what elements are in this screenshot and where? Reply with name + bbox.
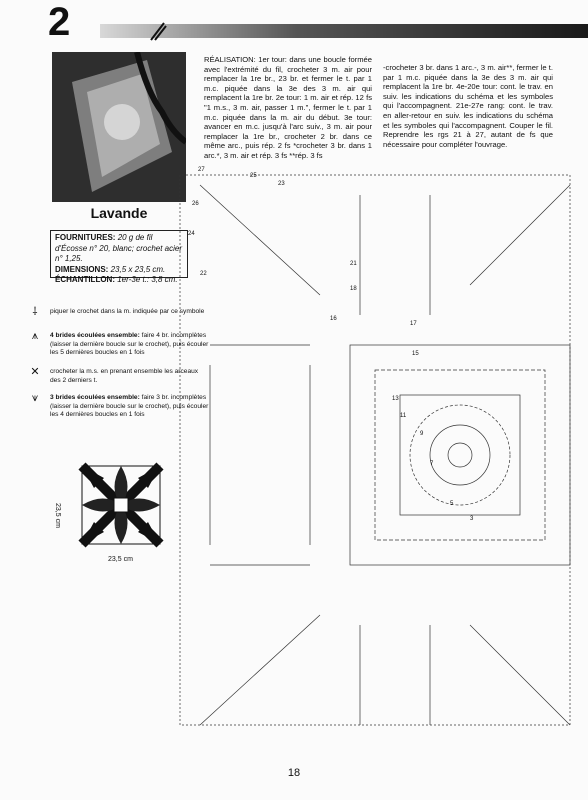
lavender-photo [52,52,186,202]
doily-schematic [74,458,168,552]
row-number-label: 23 [278,181,285,187]
legend-text: faire 4 br. incomplètes (laisser la dernière boucle sur le crochet), puis écouler les 5 dernières boucles en 1 fois [50,332,209,356]
four-tr-cluster-icon: ⩚ [31,330,39,342]
schematic-width-label: 23,5 cm [108,556,133,563]
row-number-label: 27 [198,167,205,173]
sample-text: 1er-3e t.: 3,8 cm. [117,275,178,284]
instructions-column-2: -crocheter 3 br. dans 1 arc.-, 3 m. air**, fermer le t. par 1 m.c. piquée dans la 3e des 3 m. air qui remplacent la 1re br. 4e-20e tour: cont. le trav. en suiv. les indications du schéma et les symboles qui l'accompagnent. 21e-27e rang: cont. le trav. en aller-retour en suiv. les indications du schéma et les symboles qui l'accompagnent. Couper le fil. Reprendre les rgs 21 à 27, autant de fs que nécessaire pour compléter l'ouvrage. [383,63,553,149]
pattern-title: Lavande [90,205,148,221]
legend-text: piquer le crochet dans la m. indiquée par ce symbole [50,308,205,315]
header-bar [100,24,588,38]
supplies-label: FOURNITURES: [55,233,116,242]
row-number-label: 21 [350,261,357,267]
row-number-label: 17 [410,321,417,327]
row-number-label: 18 [350,286,357,292]
row-number-label: 11 [400,413,407,419]
piquer-icon: ⸸ [32,306,38,318]
sc-together-icon: ✕ [30,366,40,378]
row-number-label: 22 [200,271,207,277]
pattern-number: 2 [48,0,71,44]
row-number-label: 26 [192,201,199,207]
row-number-label: 13 [392,396,399,402]
row-number-label: 5 [450,501,454,507]
legend-text: crocheter la m.s. en prenant ensemble les arceaux des 2 derniers t. [50,368,199,384]
dimensions-text: 23,5 x 23,5 cm. [110,264,166,274]
crochet-hook-icon [148,20,168,42]
instructions-column-1: RÉALISATION: 1er tour: dans une boucle formée avec l'extrémité du fil, crocheter 3 m. air pour remplacer la 1re br., 23 br. et fermer le t. par 1 m.c. piquée dans la 3e des 3 m. air qui remplacent la 1re br. 2e tour: 1 m. air et rép. 12 fs "1 m.s., 3 m. air, passer 1 m.", fermer le t. par 1 m.c. piquée dans la m. air du début. 3e tour: avancer en m.c. jusqu'à l'arc suiv., 3 m. air pour remplacer la 1re br., crocheter 2 br. dans ce même arc., puis rép. 2 fs *crocheter 3 br. dans 1 arc.*, 3 m. air et rép. 3 fs **rép. 3 fs [204,55,372,160]
row-number-label: 7 [430,461,434,467]
row-number-label: 15 [412,351,419,357]
row-number-label: 3 [470,516,474,522]
crochet-chart-diagram [170,165,580,735]
three-tr-cluster-icon: ⩛ [31,392,39,404]
legend-title: 3 brides écoulées ensemble: [50,394,140,401]
row-number-label: 16 [330,316,337,322]
row-number-label: 24 [188,231,195,237]
legend-text: faire 3 br. incomplètes (laisser la dernière boucle sur le crochet), puis écouler les 4 dernières boucles en 1 fois [50,394,209,418]
row-number-label: 25 [250,173,257,179]
supplies-text: 20 g de fil d'Écosse n° 20, blanc; crochet acier n° 1,25. [55,233,183,263]
legend-title: 4 brides écoulées ensemble: [50,332,140,339]
row-number-label: 9 [420,431,424,437]
schematic-height-label: 23,5 cm [54,503,61,528]
dimensions-label: DIMENSIONS: [55,264,109,274]
page-number: 18 [287,767,301,779]
info-box [50,230,188,284]
sample-label: ÉCHANTILLON: [55,275,115,284]
